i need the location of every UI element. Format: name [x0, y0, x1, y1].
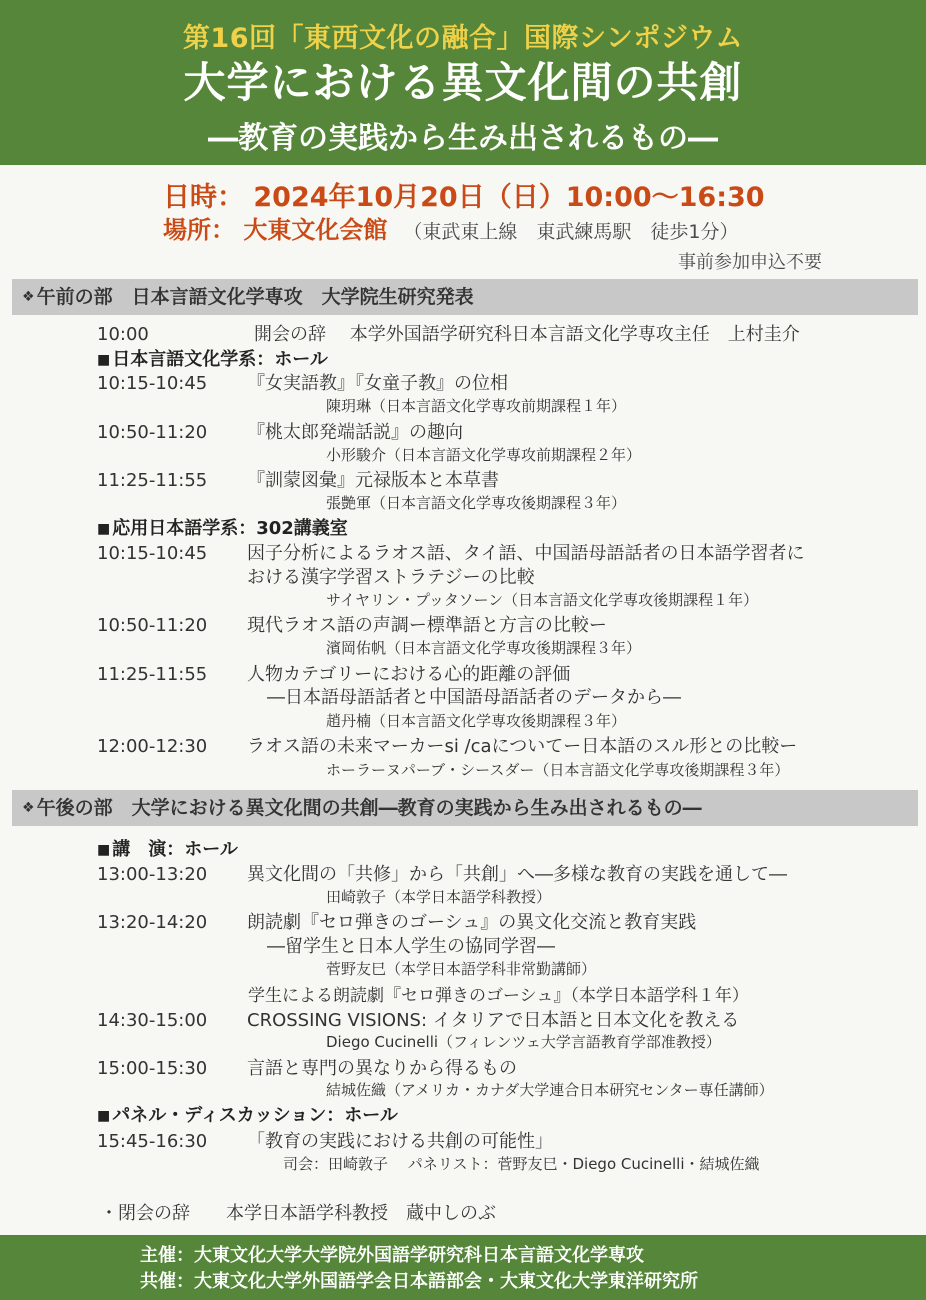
- morning-section-header: [12, 279, 918, 315]
- opening-row: [97, 320, 800, 344]
- footer-banner: [0, 1235, 926, 1300]
- subheading-room: ■ 応用日本語学系：302講義室: [97, 518, 348, 539]
- schedule-row: 11:25-11:55 『訓蒙図彙』元禄版本と本草書: [97, 470, 499, 491]
- closing-remarks: ・閉会の辞 本学日本語学科教授 蔵中しのぶ: [100, 1203, 496, 1224]
- speaker: 田崎敦子（本学日本語学科教授）: [326, 888, 552, 906]
- speaker: 趙丹楠（日本言語文化学専攻後期課程３年）: [326, 712, 627, 730]
- page-subtitle: ―教育の実践から生み出されるもの―: [208, 121, 718, 156]
- header-banner: [0, 0, 926, 165]
- registration-note: 事前参加申込不要: [678, 252, 822, 273]
- speaker: 濱岡佑帆（日本言語文化学専攻後期課程３年）: [326, 639, 642, 657]
- speaker: ホーラーヌパーブ・シースダー（日本言語文化学専攻後期課程３年）: [326, 761, 790, 779]
- schedule-row: 10:15-10:45 因子分析によるラオス語、タイ語、中国語母語話者の日本語学習者に: [97, 543, 805, 564]
- schedule-row: 10:15-10:45 『女実語教』『女童子教』の位相: [97, 373, 508, 394]
- sparkle-icon: ❖: [22, 800, 35, 816]
- schedule-row: 13:00-13:20 異文化間の「共修」から「共創」へ―多様な教育の実践を通して―: [97, 864, 787, 885]
- organizer: 主催：大東文化大学大学院外国語学研究科日本言語文化学専攻: [140, 1245, 644, 1266]
- speaker: 小形駿介（日本言語文化学専攻前期課程２年）: [326, 446, 642, 464]
- event-venue: [163, 210, 738, 245]
- co-organizer: 共催：大東文化大学外国語学会日本語部会・大東文化大学東洋研究所: [140, 1271, 698, 1292]
- schedule-row: 12:00-12:30 ラオス語の未来マーカーsi /caについてー日本語のスル形との比較ー: [97, 736, 798, 757]
- opening-text: 開会の辞 本学外国語学研究科日本言語文化学専攻主任 上村圭介: [254, 324, 800, 345]
- venue-name: 場所： 大東文化会館: [163, 216, 388, 244]
- subheading-lecture: ■ 講 演：ホール: [97, 839, 238, 860]
- square-icon: ■: [97, 1108, 111, 1124]
- subheading-panel: ■ パネル・ディスカッション：ホール: [97, 1105, 398, 1126]
- schedule-row: 10:50-11:20 現代ラオス語の声調ー標準語と方言の比較ー: [97, 615, 607, 636]
- opening-time: 10:00: [97, 324, 149, 345]
- sparkle-icon: ❖: [22, 289, 35, 305]
- speaker: 菅野友巳（本学日本語学科非常勤講師）: [326, 960, 597, 978]
- speaker: Diego Cucinelli（フィレンツェ大学言語教育学部准教授）: [326, 1033, 721, 1051]
- schedule-row: 15:00-15:30 言語と専門の異なりから得るもの: [97, 1058, 517, 1079]
- morning-section-title: 午前の部 日本言語文化学専攻 大学院生研究発表: [36, 286, 474, 308]
- square-icon: ■: [97, 521, 111, 537]
- speaker: 張艶軍（日本言語文化学専攻後期課程３年）: [326, 494, 627, 512]
- event-date: 日時： 2024年10月20日（日）10:00～16:30: [163, 182, 765, 213]
- schedule-row: 15:45-16:30 「教育の実践における共創の可能性」: [97, 1131, 553, 1152]
- venue-access: （東武東上線 東武練馬駅 徒歩1分）: [403, 221, 739, 243]
- schedule-row: 13:20-14:20 朗読劇『セロ弾きのゴーシュ』の異文化交流と教育実践: [97, 912, 697, 933]
- symposium-series: 第16回「東西文化の融合」国際シンポジウム: [182, 23, 744, 54]
- speaker: 結城佐織（アメリカ・カナダ大学連合日本研究センター専任講師）: [326, 1081, 774, 1099]
- square-icon: ■: [97, 842, 111, 858]
- event-info: [0, 165, 926, 275]
- schedule-row: 10:50-11:20 『桃太郎発端話説』の趣向: [97, 422, 463, 443]
- speaker: サイヤリン・プッタソーン（日本言語文化学専攻後期課程１年）: [326, 591, 759, 609]
- schedule-row: 11:25-11:55 人物カテゴリーにおける心的距離の評価: [97, 664, 571, 685]
- square-icon: ■: [97, 352, 111, 368]
- subheading-hall: ■ 日本言語文化学系：ホール: [97, 349, 328, 370]
- page-title: 大学における異文化間の共創: [183, 58, 743, 107]
- title-continuation: おける漢字学習ストラテジーの比較: [247, 567, 535, 588]
- afternoon-section-header: [12, 790, 918, 826]
- afternoon-section-title: 午後の部 大学における異文化間の共創―教育の実践から生み出されるもの―: [36, 797, 702, 819]
- title-continuation: ―日本語母語話者と中国語母語話者のデータから―: [267, 687, 681, 708]
- extra-performance: 学生による朗読劇『セロ弾きのゴーシュ』（本学日本語学科１年）: [248, 986, 749, 1006]
- title-continuation: ―留学生と日本人学生の協同学習―: [267, 936, 555, 957]
- schedule-row: 14:30-15:00 CROSSING VISIONS: イタリアで日本語と日本文化を教える: [97, 1010, 740, 1031]
- panel-members: 司会：田崎敦子 パネリスト：菅野友巳・Diego Cucinelli・結城佐織: [283, 1155, 760, 1173]
- speaker: 陳玥琳（日本言語文化学専攻前期課程１年）: [326, 397, 627, 415]
